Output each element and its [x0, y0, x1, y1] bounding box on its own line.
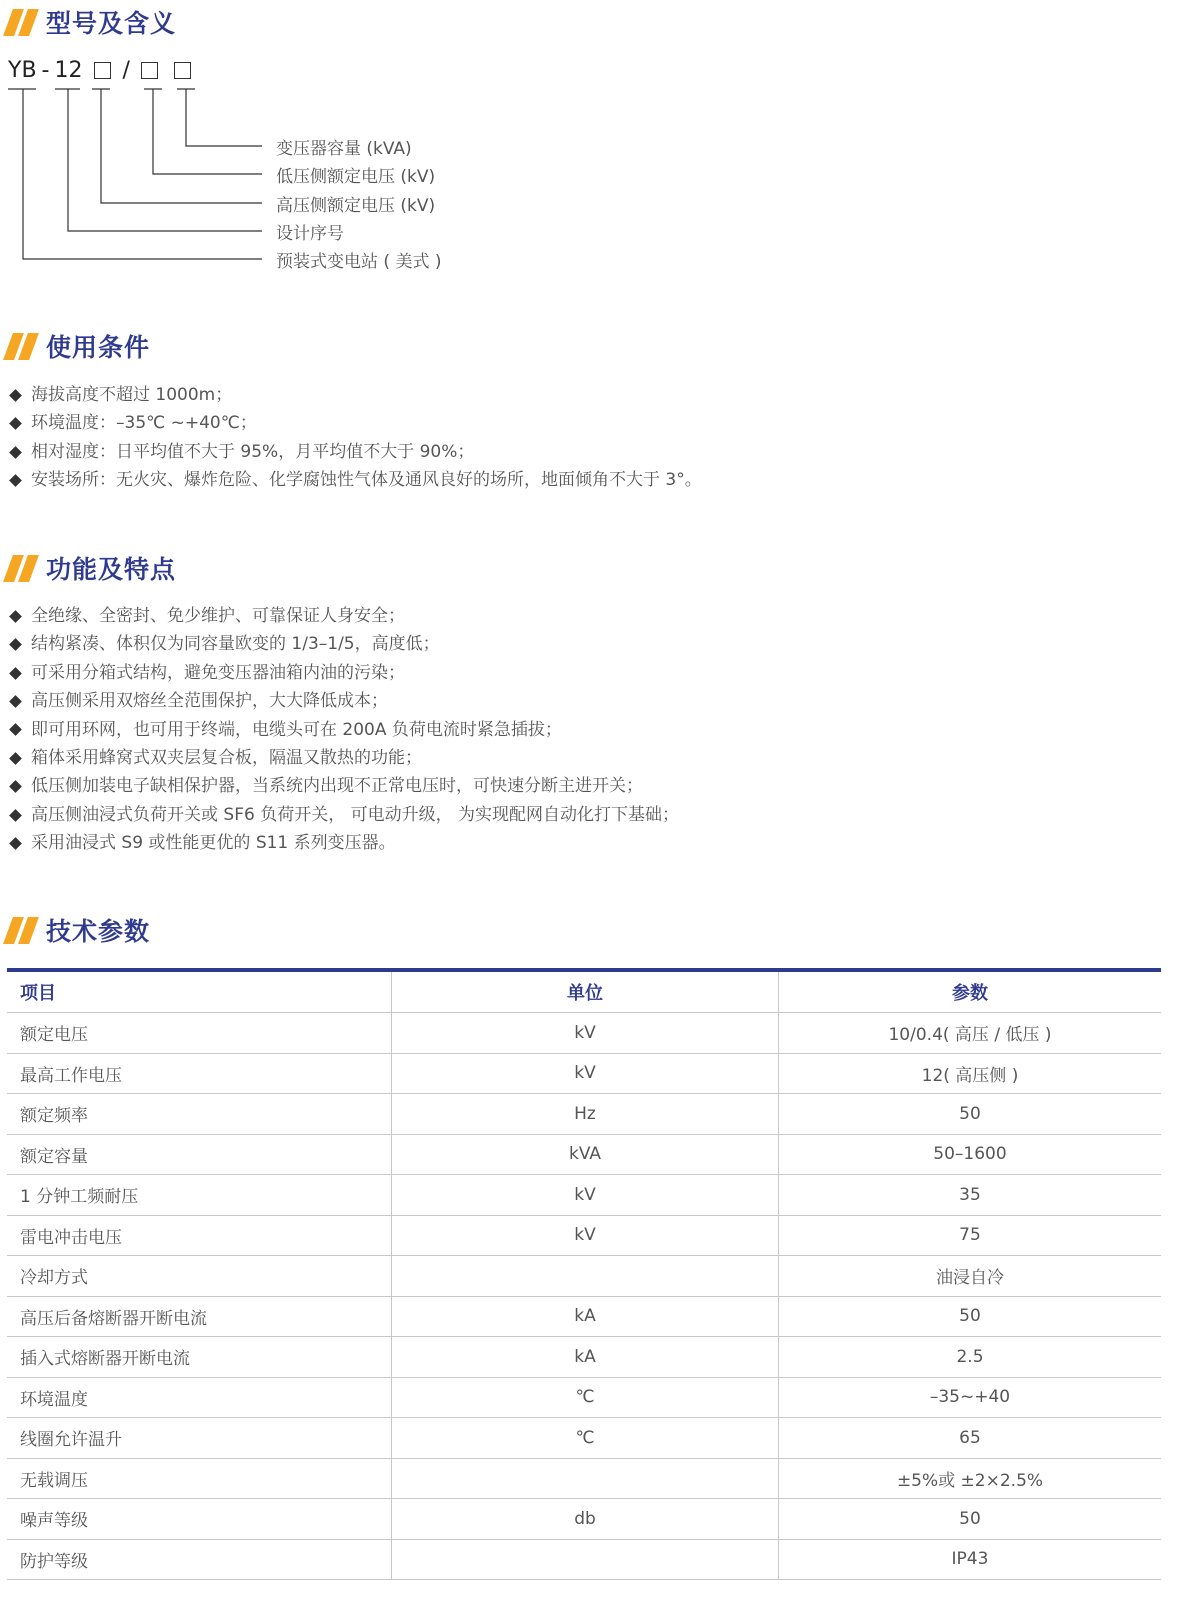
- model-slash: /: [122, 58, 130, 83]
- list-item-text: 安装场所：无火灾、爆炸危险、化学腐蚀性气体及通风良好的场所，地面倾角不大于 3°。: [31, 470, 702, 491]
- cell-item: 雷电冲击电压: [7, 1215, 392, 1256]
- cell-item: 额定电压: [7, 1013, 392, 1054]
- header-item: 项目: [7, 970, 392, 1013]
- cell-value: IP43: [779, 1539, 1162, 1580]
- model-diagram-lines: [0, 0, 1200, 300]
- table-header-row: [7, 970, 1161, 1013]
- leader-line: [23, 89, 262, 259]
- header-value: 参数: [779, 970, 1162, 1013]
- list-item-text: 即可用环网，也可用于终端，电缆头可在 200A 负荷电流时紧急插拔；: [31, 719, 562, 740]
- cell-value: 75: [779, 1215, 1162, 1256]
- slash-decoration-icon: [8, 555, 34, 582]
- list-item: [8, 466, 702, 494]
- table-row: [7, 1499, 1161, 1540]
- model-prefix: YB: [8, 58, 37, 83]
- cell-item: 额定频率: [7, 1094, 392, 1135]
- table-row: [7, 1296, 1161, 1337]
- diamond-bullet-icon: [9, 695, 22, 708]
- cell-item: 线圈允许温升: [7, 1418, 392, 1459]
- leader-line: [186, 89, 262, 146]
- diamond-bullet-icon: [9, 837, 22, 850]
- cell-value: 油浸自冷: [779, 1256, 1162, 1297]
- list-item: [8, 602, 679, 630]
- slash-decoration-icon: [8, 917, 34, 944]
- conditions-list: [8, 381, 702, 495]
- placeholder-box-icon: [94, 62, 111, 79]
- model-dash: -: [41, 58, 50, 83]
- legend-capacity: 变压器容量 (kVA): [276, 139, 412, 159]
- list-item: [8, 630, 679, 658]
- section-title: 使用条件: [46, 333, 151, 362]
- table-row: [7, 1458, 1161, 1499]
- cell-value: 50: [779, 1499, 1162, 1540]
- legend-lv-voltage: 低压侧额定电压 (kV): [276, 167, 436, 187]
- table-row: [7, 1215, 1161, 1256]
- cell-value: –35~+40: [779, 1377, 1162, 1418]
- cell-unit: [392, 1256, 779, 1297]
- cell-unit: kA: [392, 1337, 779, 1378]
- table-row: [7, 1539, 1161, 1580]
- section-header-model: [8, 4, 176, 40]
- diamond-bullet-icon: [9, 474, 22, 487]
- diamond-bullet-icon: [9, 723, 22, 736]
- list-item-text: 结构紧凑、体积仅为同容量欧变的 1/3–1/5，高度低；: [31, 634, 440, 655]
- cell-item: 防护等级: [7, 1539, 392, 1580]
- table-row: [7, 1094, 1161, 1135]
- diamond-bullet-icon: [9, 446, 22, 459]
- header-unit: 单位: [392, 970, 779, 1013]
- cell-item: 冷却方式: [7, 1256, 392, 1297]
- cell-unit: kA: [392, 1296, 779, 1337]
- diamond-bullet-icon: [9, 389, 22, 402]
- list-item: [8, 659, 679, 687]
- cell-unit: ℃: [392, 1418, 779, 1459]
- cell-unit: kVA: [392, 1134, 779, 1175]
- list-item-text: 可采用分箱式结构，避免变压器油箱内油的污染；: [31, 662, 405, 683]
- list-item: [8, 772, 679, 800]
- slash-decoration-icon: [8, 9, 34, 36]
- cell-item: 插入式熔断器开断电流: [7, 1337, 392, 1378]
- list-item: [8, 438, 702, 466]
- list-item: [8, 801, 679, 829]
- table-row: [7, 1418, 1161, 1459]
- cell-unit: kV: [392, 1215, 779, 1256]
- table-row: [7, 1377, 1161, 1418]
- cell-unit: [392, 1458, 779, 1499]
- params-table: [7, 968, 1161, 1580]
- cell-unit: ℃: [392, 1377, 779, 1418]
- diamond-bullet-icon: [9, 780, 22, 793]
- section-title: 型号及含义: [46, 9, 177, 38]
- list-item-text: 高压侧采用双熔丝全范围保护，大大降低成本；: [31, 691, 388, 712]
- diamond-bullet-icon: [9, 417, 22, 430]
- section-title: 技术参数: [46, 917, 151, 946]
- legend-design-number: 设计序号: [276, 224, 344, 244]
- cell-unit: [392, 1539, 779, 1580]
- leader-line: [68, 89, 262, 231]
- slash-decoration-icon: [8, 333, 34, 360]
- cell-unit: Hz: [392, 1094, 779, 1135]
- cell-item: 噪声等级: [7, 1499, 392, 1540]
- cell-value: 35: [779, 1175, 1162, 1216]
- model-number: 12: [54, 58, 83, 83]
- list-item: [8, 409, 702, 437]
- diamond-bullet-icon: [9, 638, 22, 651]
- diamond-bullet-icon: [9, 809, 22, 822]
- cell-unit: kV: [392, 1053, 779, 1094]
- table-row: [7, 1175, 1161, 1216]
- list-item-text: 海拔高度不超过 1000m；: [31, 385, 233, 405]
- cell-value: 2.5: [779, 1337, 1162, 1378]
- section-header-conditions: [8, 328, 150, 364]
- cell-unit: kV: [392, 1013, 779, 1054]
- cell-item: 无载调压: [7, 1458, 392, 1499]
- cell-value: 50–1600: [779, 1134, 1162, 1175]
- table-row: [7, 1013, 1161, 1054]
- section-title: 功能及特点: [46, 555, 177, 584]
- cell-value: 50: [779, 1094, 1162, 1135]
- cell-value: 65: [779, 1418, 1162, 1459]
- list-item: [8, 744, 679, 772]
- cell-value: ±5%或 ±2×2.5%: [779, 1458, 1162, 1499]
- list-item-text: 环境温度：–35℃ ~+40℃；: [31, 413, 257, 434]
- model-code: [8, 58, 193, 83]
- cell-value: 10/0.4( 高压 / 低压 ): [779, 1013, 1162, 1054]
- cell-value: 50: [779, 1296, 1162, 1337]
- list-item-text: 高压侧油浸式负荷开关或 SF6 负荷开关， 可电动升级， 为实现配网自动化打下基础；: [31, 804, 679, 825]
- cell-item: 额定容量: [7, 1134, 392, 1175]
- list-item: [8, 687, 679, 715]
- list-item-text: 相对湿度：日平均值不大于 95%，月平均值不大于 90%；: [31, 441, 475, 462]
- diamond-bullet-icon: [9, 752, 22, 765]
- leader-line: [101, 89, 262, 203]
- cell-item: 最高工作电压: [7, 1053, 392, 1094]
- list-item-text: 低压侧加装电子缺相保护器，当系统内出现不正常电压时，可快速分断主进开关；: [31, 776, 643, 797]
- cell-value: 12( 高压侧 ): [779, 1053, 1162, 1094]
- diamond-bullet-icon: [9, 667, 22, 680]
- diamond-bullet-icon: [9, 610, 22, 623]
- leader-line: [153, 89, 262, 174]
- cell-unit: kV: [392, 1175, 779, 1216]
- table-row: [7, 1256, 1161, 1297]
- table-row: [7, 1134, 1161, 1175]
- features-list: [8, 602, 679, 858]
- list-item-text: 全绝缘、全密封、免少维护、可靠保证人身安全；: [31, 606, 405, 626]
- legend-hv-voltage: 高压侧额定电压 (kV): [276, 196, 436, 216]
- cell-item: 1 分钟工频耐压: [7, 1175, 392, 1216]
- list-item: [8, 716, 679, 744]
- table-row: [7, 1337, 1161, 1378]
- legend-substation: 预装式变电站 ( 美式 ): [276, 252, 442, 272]
- cell-item: 高压后备熔断器开断电流: [7, 1296, 392, 1337]
- list-item: [8, 381, 702, 409]
- section-header-params: [8, 912, 150, 948]
- placeholder-box-icon: [174, 62, 191, 79]
- cell-unit: db: [392, 1499, 779, 1540]
- list-item: [8, 829, 679, 857]
- list-item-text: 采用油浸式 S9 或性能更优的 S11 系列变压器。: [31, 833, 396, 854]
- list-item-text: 箱体采用蜂窝式双夹层复合板，隔温又散热的功能；: [31, 748, 422, 769]
- cell-item: 环境温度: [7, 1377, 392, 1418]
- placeholder-box-icon: [141, 62, 158, 79]
- section-header-features: [8, 550, 176, 586]
- table-row: [7, 1053, 1161, 1094]
